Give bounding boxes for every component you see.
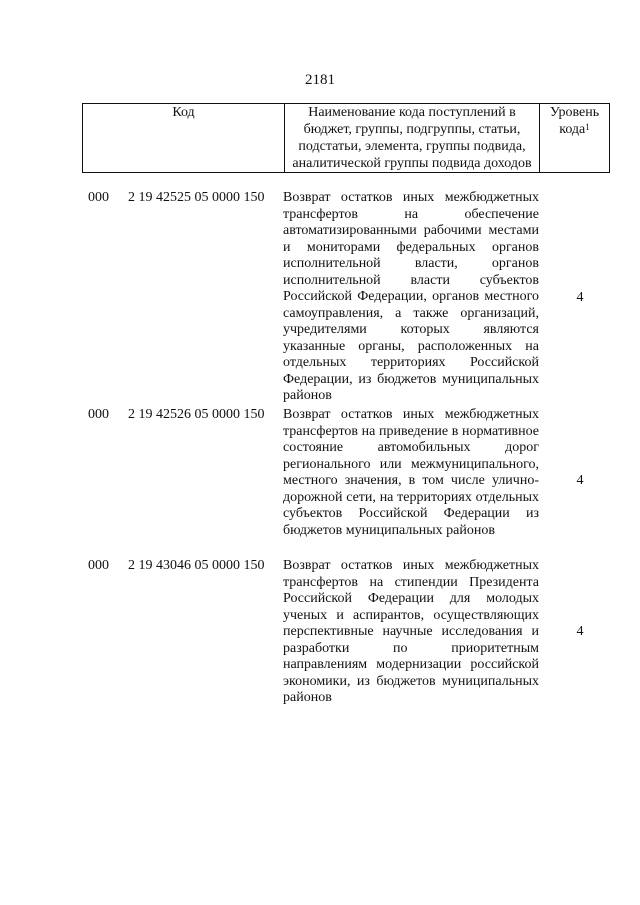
row-name: Возврат остатков иных межбюджетных трансфертов на стипендии Президента Российской Федерации для молодых ученых и аспирантов, осуществляющих перспективные научные исследования и разработки по приоритетным направлениям модернизации российской экономики, из бюджетов муниципальных районов bbox=[283, 558, 539, 705]
header-level-footnote: 1 bbox=[585, 122, 590, 132]
table-header bbox=[82, 103, 610, 173]
page-number: 2181 bbox=[305, 72, 335, 88]
header-name: Наименование кода поступлений в бюджет, группы, подгруппы, статьи, подстатьи, элемента, группы подвида, аналитической группы подвида доходов bbox=[285, 104, 540, 173]
header-level-label: Уровень кода bbox=[549, 105, 600, 137]
row-budget-code: 2 19 42525 05 0000 150 bbox=[128, 190, 265, 205]
row-level: 4 bbox=[576, 473, 584, 488]
row-admin-code: 000 bbox=[88, 190, 109, 205]
row-admin-code: 000 bbox=[88, 407, 109, 422]
row-level: 4 bbox=[576, 624, 584, 639]
row-name: Возврат остатков иных межбюджетных трансфертов на обеспечение автоматизированными рабочими местами и мониторами федеральных органов исполнительной власти, органов исполнительной власти субъектов Российской Федерации, органов местного самоуправления, а также организаций, учредителями которых являются указанные органы, расположенных на отдельных территориях Российской Федерации, из бюджетов муниципальных районов bbox=[283, 190, 539, 403]
row-name: Возврат остатков иных межбюджетных трансфертов на приведение в нормативное состояние автомобильных дорог регионального или межмуниципального, местного значения, в том числе улично-дорожной сети, на территориях отдельных субъектов Российской Федерации из бюджетов муниципальных районов bbox=[283, 407, 539, 538]
row-budget-code: 2 19 42526 05 0000 150 bbox=[128, 407, 265, 422]
header-level bbox=[540, 104, 610, 173]
header-code: Код bbox=[83, 104, 285, 173]
row-level: 4 bbox=[576, 290, 584, 305]
row-admin-code: 000 bbox=[88, 558, 109, 573]
row-budget-code: 2 19 43046 05 0000 150 bbox=[128, 558, 265, 573]
